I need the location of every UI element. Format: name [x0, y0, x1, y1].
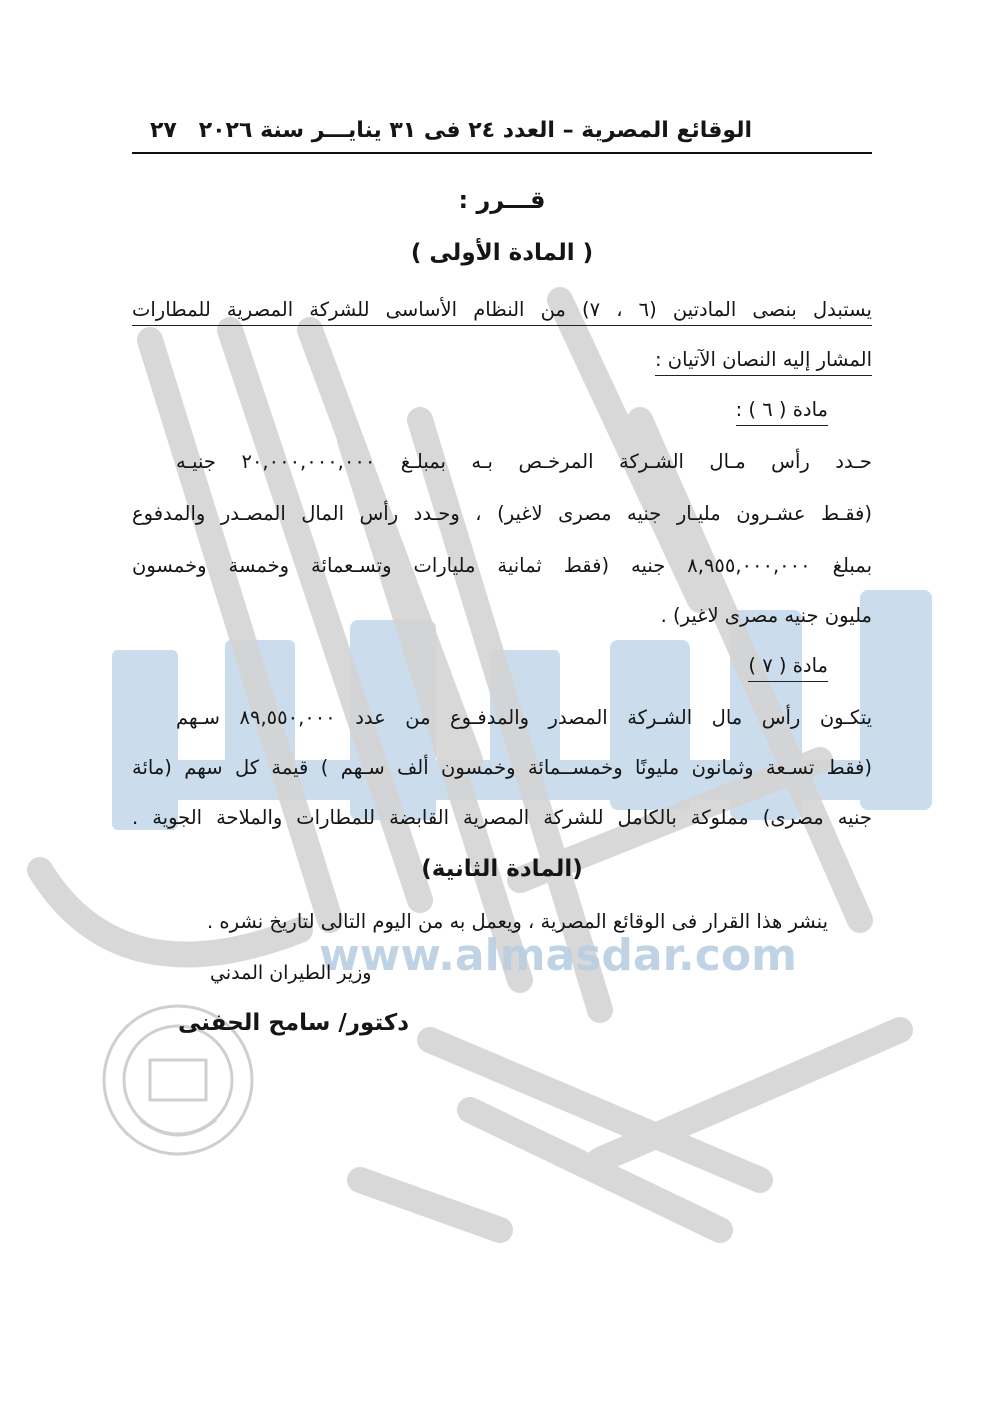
decision-label: قـــرر : [458, 186, 546, 214]
page-number: ٢٧ [150, 118, 177, 143]
article-one-intro-line2: المشار إليه النصان الآتيان : [655, 348, 872, 376]
article-6-label: مادة ( ٦ ) : [736, 398, 828, 426]
minister-name: دكتور/ سامح الحفنى [178, 1010, 410, 1036]
article-6-line1: حـدد رأس مـال الشـركة المرخـص بـه بمبلـغ ٢٠,٠٠٠,٠٠٠,٠٠٠ جنيـه [176, 450, 872, 473]
article-6-line3: بمبلغ ٨,٩٥٥,٠٠٠,٠٠٠ جنيه (فقط ثمانية مليارات وتسـعمائة وخمسة وخمسون [132, 554, 872, 577]
article-one-heading: ( المادة الأولى ) [410, 240, 594, 266]
article-6-line4: مليون جنيه مصرى لاغير) . [660, 604, 872, 627]
article-7-line3: جنيه مصرى) مملوكة بالكامل للشركة المصرية القابضة للمطارات والملاحة الجوية . [132, 806, 872, 829]
page-header [132, 112, 872, 154]
article-7-line2: (فقط تسـعة وثمانون مليونًا وخمســمائة وخمسون ألف سـهم ) قيمة كل سهم (مائة [132, 756, 872, 779]
minister-title: وزير الطيران المدني [210, 962, 372, 984]
article-7-line1: يتكـون رأس مال الشـركة المصدر والمدفـوع من عدد ٨٩,٥٥٠,٠٠٠ سـهم [176, 706, 873, 729]
header-title: الوقائع المصرية – العدد ٢٤ فى ٣١ ينايـــر سنة ٢٠٢٦ [198, 118, 752, 143]
article-6-line2: (فقـط عشـرون مليـار جنيه مصرى لاغير) ، وحـدد رأس المال المصـدر والمدفوع [132, 502, 872, 525]
watermark-url: www.almasdar.com [319, 930, 797, 981]
article-one-intro-line1: يستبدل بنصى المادتين (٦ ، ٧) من النظام الأساسى للشركة المصرية للمطارات [132, 298, 872, 326]
article-7-label: مادة ( ٧ ) [748, 654, 828, 682]
article-two-heading: (المادة الثانية) [421, 856, 583, 882]
article-two-text: ينشر هذا القرار فى الوقائع المصرية ، ويعمل به من اليوم التالى لتاريخ نشره . [207, 910, 828, 933]
